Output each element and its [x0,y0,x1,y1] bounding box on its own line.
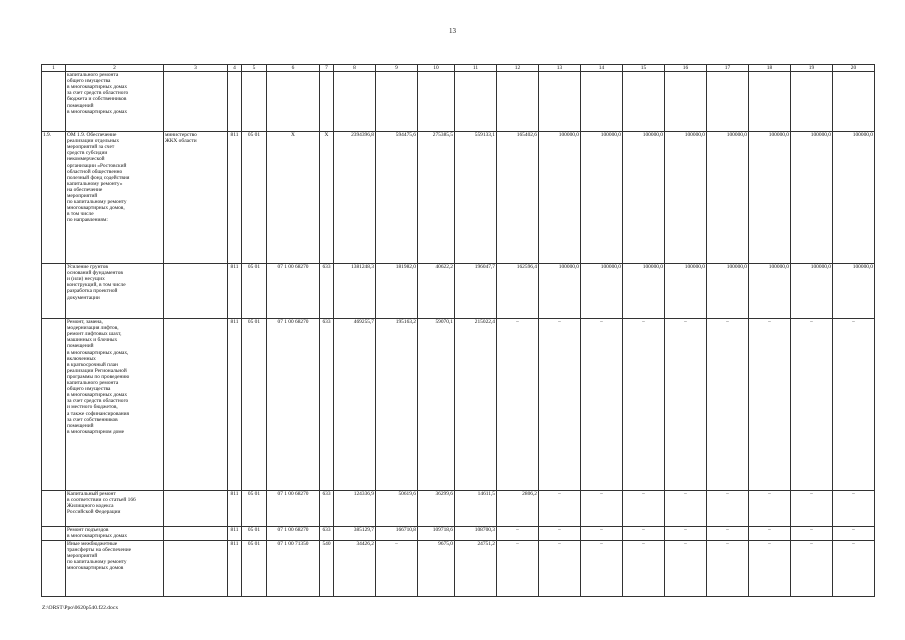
table-row [42,72,875,132]
column-number-cell: 11 [455,65,497,72]
table-cell: министерство ЖКХ области [164,132,228,264]
table-cell: 633 [320,264,334,319]
table-cell: – [581,319,623,491]
table-cell: 633 [320,491,334,527]
table-cell: 07 1 00 68270 [267,319,320,491]
table-cell [791,72,833,132]
table-row [42,527,875,541]
table-cell [334,72,376,132]
table-cell: 100000,0 [707,264,749,319]
table-cell: – [539,541,581,597]
table-cell: 40622,2 [418,264,455,319]
table-cell [42,541,66,597]
table-cell: 07 1 00 71350 [267,541,320,597]
column-number-cell: 5 [242,65,267,72]
table-cell: 109718,6 [418,527,455,541]
column-number-cell: 7 [320,65,334,72]
table-cell: – [581,541,623,597]
table-cell [320,72,334,132]
table-cell: ОМ 1.9. Обеспечение реализации отдельных мероприятий за счет средств субсидии некоммерческой организации «Ростовский областной общественно полезный фонд содействия капитальному ремонту» на обеспечение мероприятий по капитальному ремонту многоквартирных домов, в том числе по направлениям: [66,132,164,264]
table-cell: 14611,5 [455,491,497,527]
table-cell [581,72,623,132]
table-cell: 05 01 [242,527,267,541]
table-cell: 811 [228,319,242,491]
table-cell: 59070,1 [418,319,455,491]
table-cell: Х [267,132,320,264]
table-cell [228,72,242,132]
table-cell [42,491,66,527]
table-cell: – [623,491,665,527]
table-cell: 50619,6 [376,491,418,527]
table-cell [42,264,66,319]
table-cell [455,72,497,132]
table-cell: 215022,4 [455,319,497,491]
table-cell: 811 [228,541,242,597]
column-number-cell: 18 [749,65,791,72]
table-cell [749,72,791,132]
table-cell [164,72,228,132]
table-cell [164,264,228,319]
table-cell: Усиление грунтов оснований фундаментов и (или) несущих конструкций, в том числе разработка проектной документации [66,264,164,319]
table-cell: Ремонт подъездов в многоквартирных домах [66,527,164,541]
table-cell: – [665,541,707,597]
table-cell: – [749,527,791,541]
table-cell: – [497,319,539,491]
table-cell: – [749,319,791,491]
table-cell: 100000,0 [749,264,791,319]
table-cell: 100000,0 [707,132,749,264]
column-number-cell: 10 [418,65,455,72]
table-cell: – [665,491,707,527]
table-cell [164,541,228,597]
table-row [42,541,875,597]
table-cell: – [581,527,623,541]
column-number-cell: 2 [66,65,164,72]
table-cell [267,72,320,132]
table-cell: 05 01 [242,319,267,491]
table-row [42,264,875,319]
table-cell: 2806,2 [497,491,539,527]
table-cell: 05 01 [242,491,267,527]
table-cell [42,72,66,132]
column-number-cell: 6 [267,65,320,72]
table-cell: 100000,0 [833,264,875,319]
column-number-cell: 3 [164,65,228,72]
table-cell: – [539,491,581,527]
table-cell: 07 1 00 68270 [267,527,320,541]
page-number: 13 [449,27,456,35]
table-cell: – [707,491,749,527]
table-cell: 100000,0 [581,264,623,319]
table-cell: – [707,319,749,491]
column-number-cell: 4 [228,65,242,72]
table-cell: 07 1 00 68270 [267,264,320,319]
table-cell: – [749,491,791,527]
table-cell: 05 01 [242,132,267,264]
table-cell [707,72,749,132]
table-cell: – [791,527,833,541]
table-cell [623,72,665,132]
table-cell: 100000,0 [539,132,581,264]
table-cell [376,72,418,132]
table-cell: – [833,491,875,527]
table-cell: Иные межбюджетные трансферты на обеспечение мероприятий по капитальному ремонту многоквартирных домов [66,541,164,597]
table-cell [164,491,228,527]
table-cell: – [623,541,665,597]
column-number-cell: 8 [334,65,376,72]
table-cell: Х [320,132,334,264]
table-cell: 100000,0 [623,264,665,319]
table-cell: 24751,2 [455,541,497,597]
table-cell: – [791,541,833,597]
table-cell [539,72,581,132]
table-cell: 275385,5 [418,132,455,264]
table-cell [164,527,228,541]
table-cell: – [749,541,791,597]
table-cell: 540 [320,541,334,597]
table-cell: 633 [320,527,334,541]
table-cell: 05 01 [242,541,267,597]
table-cell: 1.9. [42,132,66,264]
table-cell: 05 01 [242,264,267,319]
table-cell: Ремонт, замена, модернизация лифтов, ремонт лифтовых шахт, машинных и блочных помещений в многоквартирных домах, включенных в краткосрочный план реализации Региональной программы по проведению капитального ремонта общего имущества в многоквартирных домах за счет средств областного и местного бюджетов, а также софинансирования за счет собственников помещений в многоквартирном доме [66,319,164,491]
table-cell: – [833,541,875,597]
table-cell: 195163,2 [376,319,418,491]
table-cell: – [539,527,581,541]
table-cell: – [791,319,833,491]
table-cell [42,527,66,541]
table-cell [418,72,455,132]
column-number-cell: 14 [581,65,623,72]
table-row [42,319,875,491]
column-number-cell: 1 [42,65,66,72]
column-number-cell: 15 [623,65,665,72]
column-number-cell: 17 [707,65,749,72]
table-cell: 36299,6 [418,491,455,527]
table-cell: 811 [228,132,242,264]
table-cell: капитального ремонта общего имущества в многоквартирных домах за счет средств областного бюджета и собственников помещений в многоквартирных домах [66,72,164,132]
table-cell [164,319,228,491]
table-row [42,132,875,264]
table-cell: – [665,319,707,491]
table-cell: – [791,491,833,527]
table-cell: 100000,0 [749,132,791,264]
table-cell: 108700,3 [455,527,497,541]
table-cell: – [665,527,707,541]
column-number-cell: 16 [665,65,707,72]
table-cell: 100000,0 [833,132,875,264]
table-cell: 811 [228,264,242,319]
column-number-cell: 19 [791,65,833,72]
table-cell: 811 [228,491,242,527]
table-cell [242,72,267,132]
table-cell: 166710,8 [376,527,418,541]
table-cell: 100000,0 [791,132,833,264]
table-cell: 162596,4 [497,264,539,319]
budget-table [41,64,875,597]
table-cell: 1381248,3 [334,264,376,319]
table-cell: – [376,541,418,597]
column-number-cell: 9 [376,65,418,72]
table-cell: – [539,319,581,491]
table-cell: 100000,0 [539,264,581,319]
table-cell: – [581,491,623,527]
table-cell [665,72,707,132]
table-cell: – [623,319,665,491]
table-cell: – [707,527,749,541]
table-cell: 811 [228,527,242,541]
table-cell: 469255,7 [334,319,376,491]
table-cell: 100000,0 [665,264,707,319]
table-cell: 2394396,8 [334,132,376,264]
table-cell: – [497,541,539,597]
table-cell: – [623,527,665,541]
table-cell: 385129,7 [334,527,376,541]
table-cell: 181982,0 [376,264,418,319]
file-path-footer: Z:\ORST\Ppo\0620p540.f22.docx [42,605,119,611]
table-cell: 100000,0 [665,132,707,264]
table-cell: 124336,9 [334,491,376,527]
column-number-cell: 13 [539,65,581,72]
table-cell: 07 1 00 68270 [267,491,320,527]
table-cell: 34426,2 [334,541,376,597]
table-cell: 165402,6 [497,132,539,264]
column-number-cell: 12 [497,65,539,72]
table-cell: 633 [320,319,334,491]
table-cell [42,319,66,491]
table-cell: 9675,0 [418,541,455,597]
table-cell: Капитальный ремонт в соответствии со статьей 166 Жилищного кодекса Российской Федерации [66,491,164,527]
table-cell: 196047,7 [455,264,497,319]
table-cell: 100000,0 [581,132,623,264]
table-cell: – [497,527,539,541]
table-cell: – [707,541,749,597]
table-cell [497,72,539,132]
table-cell: 100000,0 [791,264,833,319]
table-row [42,491,875,527]
table-cell: 100000,0 [623,132,665,264]
table-cell: 559133,1 [455,132,497,264]
table-cell: 594475,6 [376,132,418,264]
table-cell [833,72,875,132]
table-cell: – [833,319,875,491]
table-cell: – [833,527,875,541]
column-number-cell: 20 [833,65,875,72]
column-number-row [42,65,875,72]
